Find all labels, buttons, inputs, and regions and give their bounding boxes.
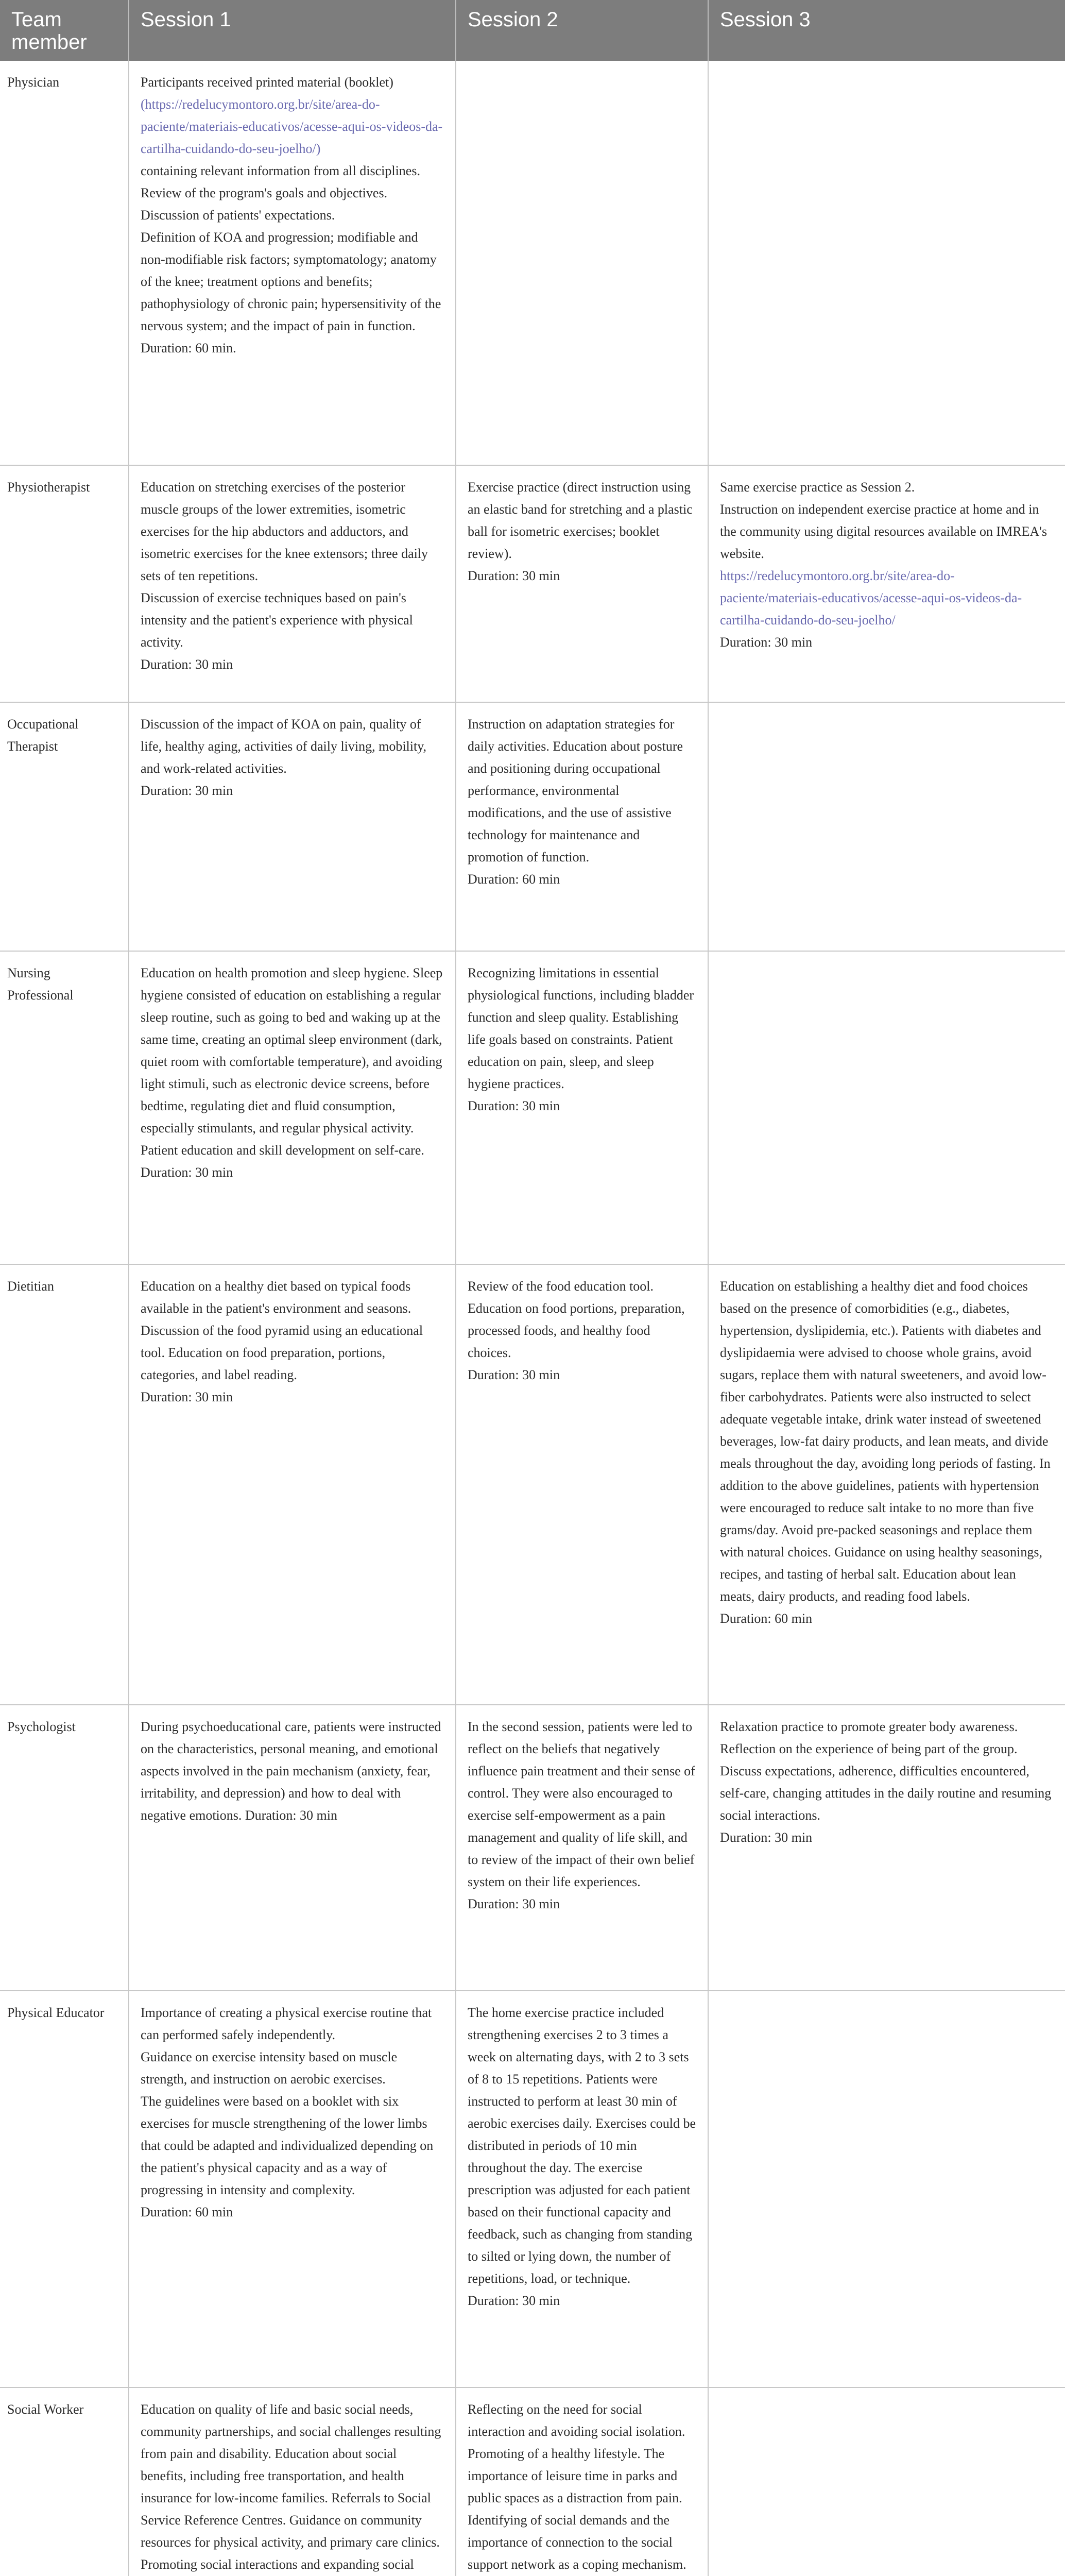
cell-paragraph: Duration: 30 min	[468, 1896, 560, 1911]
booklet-link[interactable]: (https://redelucymontoro.org.br/site/area-do-paciente/materiais-educativos/acesse-aqui-os-videos-da-cartilha-cuidando-do-seu-joelho/)	[141, 97, 443, 156]
team-member-cell: Psychologist	[0, 1705, 129, 1991]
cell-paragraph: Recognizing limitations in essential physiological functions, including bladder function and sleep quality. Establishing life goals based on constraints. Patient education on pain, sleep, and sleep hygiene practices.	[468, 965, 694, 1091]
cell-paragraph: Education on stretching exercises of the posterior muscle groups of the lower extremities, isometric exercises for the hip abductors and adductors, and isometric exercises for the knee extensors; three daily sets of ten repetitions.	[141, 480, 428, 583]
session-3-cell	[708, 465, 1065, 702]
cell-paragraph: During psychoeducational care, patients were instructed on the characteristics, personal meaning, and emotional aspects involved in the pain mechanism (anxiety, fear, irritability, and depression) and how to deal with negative emotions. Duration: 30 min	[141, 1719, 441, 1823]
session-1-cell	[129, 465, 456, 702]
cell-paragraph: Participants received printed material (booklet)	[141, 75, 393, 90]
session-2-cell	[456, 951, 708, 1264]
cell-paragraph: Education on establishing a healthy diet and food choices based on the presence of comorbidities (e.g., diabetes, hypertension, dyslipidemia, etc.). Patients with diabetes and dyslipidaemia were advised to choose whole grains, avoid sugars, replace them with natural sweeteners, and avoid low-fiber carbohydrates. Patients were also instructed to select adequate vegetable intake, drink water instead of sweetened beverages, low-fat dairy products, and lean meats, and divide meals throughout the day, avoiding long periods of fasting. In addition to the above guidelines, patients with hypertension were encouraged to reduce salt intake to no more than five grams/day. Avoid pre-packed seasonings and replace them with natural choices. Guidance on using healthy seasonings, recipes, and tasting of herbal salt. Education about lean meats, dairy products, and reading food labels.	[720, 1279, 1051, 1604]
cell-paragraph: Instruction on adaptation strategies for daily activities. Education about posture and positioning during occupational performance, environmental modifications, and the use of assistive technology for maintenance and promotion of function.	[468, 717, 683, 865]
cell-paragraph: Education on a healthy diet based on typical foods available in the patient's environment and seasons.	[141, 1279, 411, 1316]
cell-paragraph: Guidance on exercise intensity based on muscle strength, and instruction on aerobic exercises.	[141, 2049, 398, 2087]
session-1-cell	[129, 951, 456, 1264]
table-row	[0, 1705, 1065, 1991]
cell-paragraph: Same exercise practice as Session 2.	[720, 480, 915, 495]
cell-paragraph: Duration: 30 min	[468, 2293, 560, 2308]
header-team-member: Team member	[0, 0, 129, 61]
session-3-cell	[708, 951, 1065, 1264]
cell-paragraph: Relaxation practice to promote greater body awareness. Reflection on the experience of being part of the group. Discuss expectations, adherence, difficulties encountered, self-care, changing attitudes in the daily routine and resuming social interactions.	[720, 1719, 1052, 1823]
team-member-cell: Dietitian	[0, 1264, 129, 1705]
team-member-cell: Nursing Professional	[0, 951, 129, 1264]
session-2-cell	[456, 465, 708, 702]
team-member-cell: Physiotherapist	[0, 465, 129, 702]
cell-paragraph: Reflecting on the need for social interaction and avoiding social isolation. Promoting of a healthy lifestyle. The importance of leisure time in parks and public spaces as a distraction from pain. Identifying of social demands and the importance of connection to the social support network as a coping mechanism.	[468, 2402, 686, 2572]
cell-paragraph: The guidelines were based on a booklet with six exercises for muscle strengthening of the lower limbs that could be adapted and individualized depending on the patient's physical capacity and as a way of progressing in intensity and complexity.	[141, 2094, 434, 2197]
table-row	[0, 951, 1065, 1264]
cell-paragraph: Importance of creating a physical exercise routine that can performed safely independently.	[141, 2005, 432, 2042]
cell-paragraph: Duration: 30 min	[141, 783, 233, 798]
session-1-cell	[129, 1264, 456, 1705]
cell-paragraph: containing relevant information from all disciplines. Review of the program's goals and objectives.	[141, 163, 420, 200]
cell-paragraph: The home exercise practice included strengthening exercises 2 to 3 times a week on alternating days, with 2 to 3 sets of 8 to 15 repetitions. Patients were instructed to perform at least 30 min of aerobic exercises daily. Exercises could be distributed in periods of 10 min throughout the day. The exercise prescription was adjusted for each patient based on their functional capacity and feedback, such as changing from standing to silted or lying down, the number of repetitions, load, or technique.	[468, 2005, 696, 2286]
table-row	[0, 2387, 1065, 2576]
table-row	[0, 702, 1065, 951]
session-1-cell	[129, 702, 456, 951]
session-3-cell	[708, 61, 1065, 465]
session-3-cell	[708, 2387, 1065, 2576]
session-1-cell	[129, 2387, 456, 2576]
session-3-cell	[708, 1991, 1065, 2387]
table-row	[0, 465, 1065, 702]
team-member-cell: Physical Educator	[0, 1991, 129, 2387]
session-2-cell	[456, 1705, 708, 1991]
table-body	[0, 61, 1065, 2576]
session-3-cell	[708, 702, 1065, 951]
cell-paragraph: In the second session, patients were led to reflect on the beliefs that negatively influence pain treatment and their sense of control. They were also encouraged to exercise self-empowerment as a pain management and quality of life skill, and to review of the impact of their own belief system on their life experiences.	[468, 1719, 695, 1889]
session-1-cell	[129, 61, 456, 465]
table-header	[0, 0, 1065, 61]
session-2-cell	[456, 61, 708, 465]
header-row	[0, 0, 1065, 61]
cell-paragraph: Definition of KOA and progression; modifiable and non-modifiable risk factors; symptomatology; anatomy of the knee; treatment options and benefits; pathophysiology of chronic pain; hypersensitivity of the nervous system; and the impact of pain in function.	[141, 230, 441, 333]
cell-paragraph: Duration: 60 min	[720, 1611, 813, 1626]
cell-paragraph: Review of the food education tool. Education on food portions, preparation, processed foods, and healthy food choices.	[468, 1279, 685, 1360]
session-3-cell	[708, 1705, 1065, 1991]
cell-paragraph: Duration: 30 min	[468, 1367, 560, 1382]
cell-paragraph: Duration: 30 min	[720, 1830, 813, 1845]
session-1-cell	[129, 1991, 456, 2387]
table-row	[0, 1991, 1065, 2387]
cell-paragraph: Duration: 30 min	[468, 1098, 560, 1113]
cell-paragraph: Exercise practice (direct instruction using an elastic band for stretching and a plastic ball for isometric exercises; booklet review).	[468, 480, 693, 561]
cell-paragraph: Duration: 30 min	[141, 657, 233, 672]
session-2-cell	[456, 1991, 708, 2387]
cell-paragraph: Education on quality of life and basic social needs, community partnerships, and social challenges resulting from pain and disability. Education about social benefits, including free transportation, and health insurance for low-income families. Referrals to Social Service Reference Centres. Guidance on community resources for physical activity, and primary care clinics. Promoting social interactions and expanding social	[141, 2402, 441, 2572]
cell-paragraph: Discussion of exercise techniques based on pain's intensity and the patient's experience with physical activity.	[141, 590, 413, 650]
cell-paragraph: Duration: 60 min	[141, 2205, 233, 2219]
session-2-cell	[456, 2387, 708, 2576]
cell-paragraph: Duration: 60 min.	[141, 341, 236, 355]
cell-paragraph: Education on health promotion and sleep hygiene. Sleep hygiene consisted of education on establishing a regular sleep routine, such as going to bed and waking up at the same time, creating an optimal sleep environment (dark, quiet room with comfortable temperature), and avoiding light stimuli, such as electronic device screens, before bedtime, regulating diet and fluid consumption, especially stimulants, and regular physical activity. Patient education and skill development on self-care.	[141, 965, 443, 1158]
team-member-cell: Physician	[0, 61, 129, 465]
team-member-cell: Occupational Therapist	[0, 702, 129, 951]
cell-paragraph: Duration: 60 min	[468, 872, 560, 887]
cell-paragraph: Duration: 30 min	[141, 1389, 233, 1404]
header-session-1: Session 1	[129, 0, 456, 61]
header-session-2: Session 2	[456, 0, 708, 61]
cell-paragraph: Duration: 30 min	[141, 1165, 233, 1180]
cell-paragraph: Duration: 30 min	[468, 568, 560, 583]
session-1-cell	[129, 1705, 456, 1991]
cell-paragraph: Discussion of the food pyramid using an educational tool. Education on food preparation, portions, categories, and label reading.	[141, 1323, 423, 1382]
table-row	[0, 1264, 1065, 1705]
cell-paragraph: Discussion of patients' expectations.	[141, 208, 335, 223]
table-row	[0, 61, 1065, 465]
header-session-3: Session 3	[708, 0, 1065, 61]
booklet-link[interactable]: https://redelucymontoro.org.br/site/area-do-paciente/materiais-educativos/acesse-aqui-os-videos-da-cartilha-cuidando-do-seu-joelho/	[720, 568, 1022, 628]
cell-paragraph: Instruction on independent exercise practice at home and in the community using digital resources available on IMREA's website.	[720, 502, 1047, 561]
cell-paragraph: Duration: 30 min	[720, 635, 813, 650]
session-2-cell	[456, 702, 708, 951]
cell-paragraph: Discussion of the impact of KOA on pain, quality of life, healthy aging, activities of daily living, mobility, and work-related activities.	[141, 717, 427, 776]
session-3-cell	[708, 1264, 1065, 1705]
team-member-cell: Social Worker	[0, 2387, 129, 2576]
session-2-cell	[456, 1264, 708, 1705]
